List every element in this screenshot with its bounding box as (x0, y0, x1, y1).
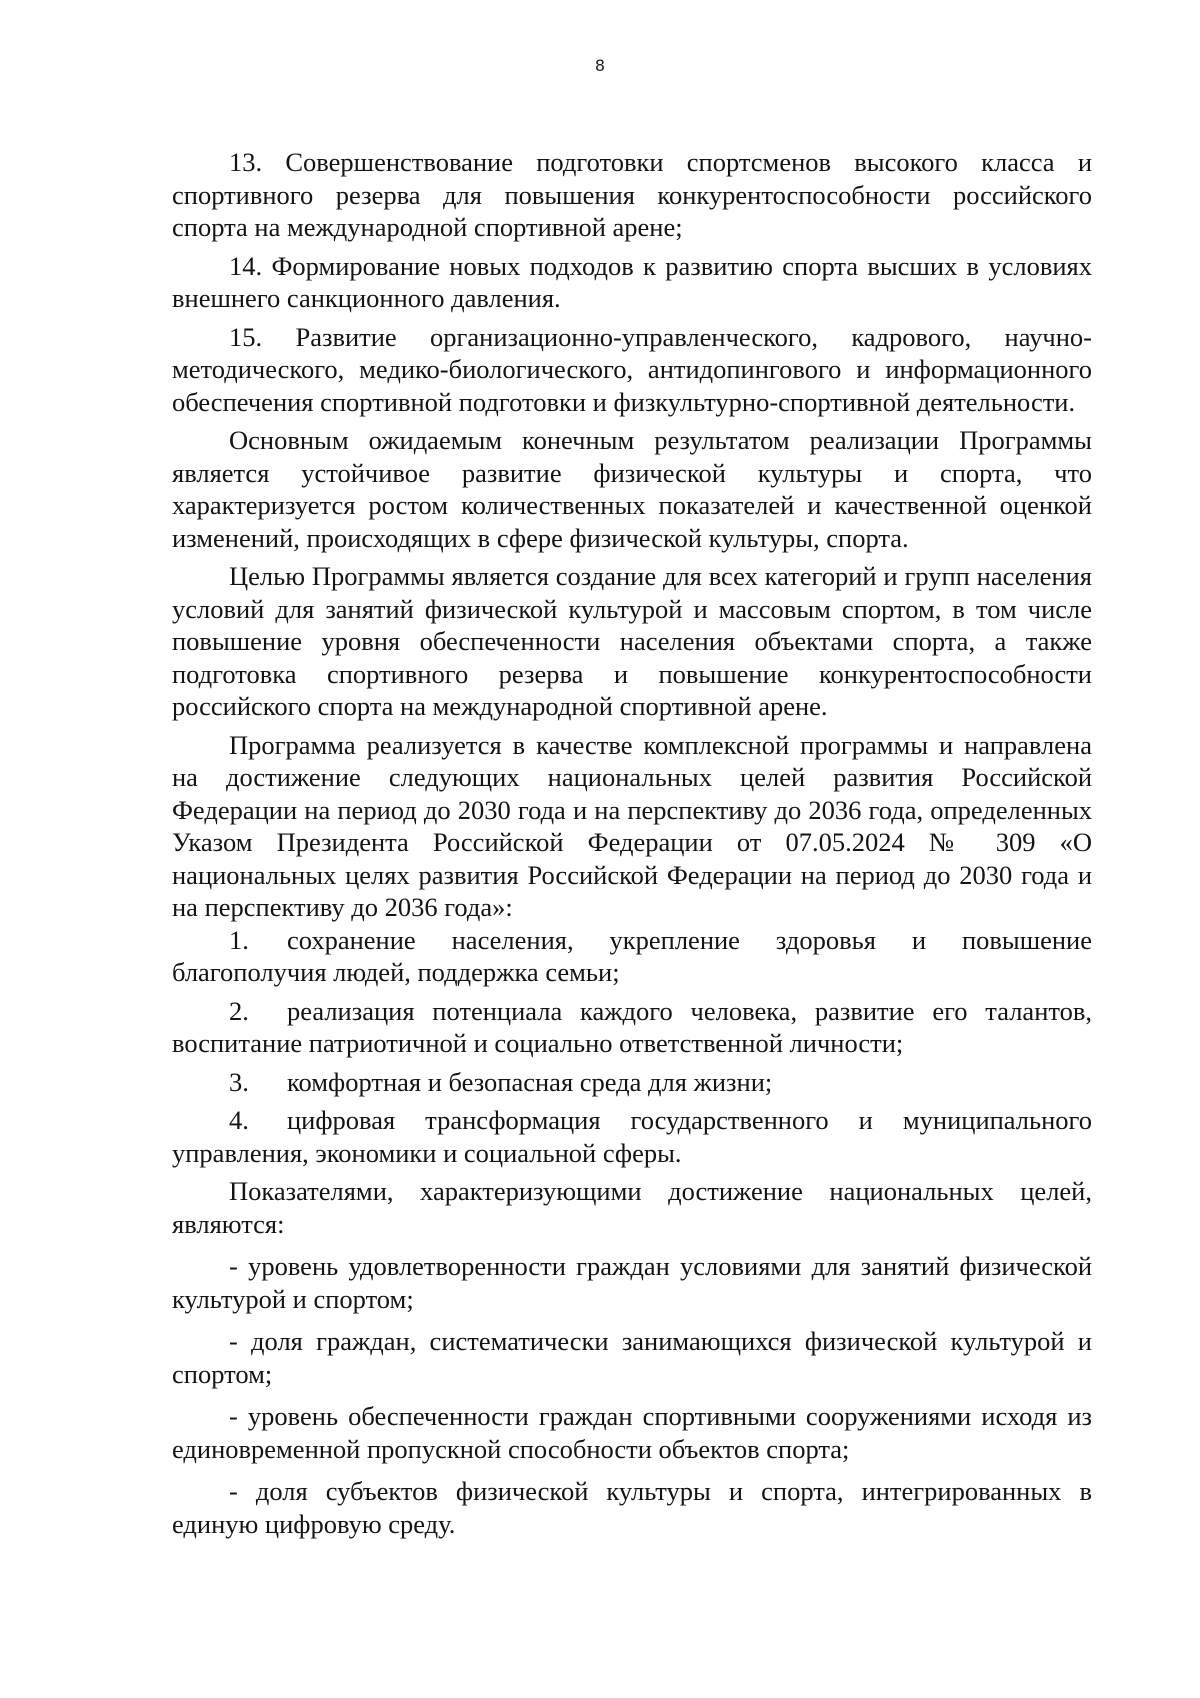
national-goal-text: реализация потенциала каждого человека, развитие его талантов, воспитание патриотичной и социально ответственной личности; (172, 995, 1092, 1058)
program-goal-paragraph: Целью Программы является создание для всех категорий и групп населения условий для занятий физической культурой и массовым спортом, в том числе повышение уровня обеспеченности населения объектами спорта, а также подготовка спортивного резерва и повышение конкурентоспособности российского спорта на международной спортивной арене. (172, 561, 1092, 721)
national-goal-item-2 (172, 995, 1092, 1060)
national-goal-item-1 (172, 924, 1092, 989)
national-goal-item-4 (172, 1104, 1092, 1169)
expected-result-paragraph: Основным ожидаемым конечным результатом реализации Программы является устойчивое развитие физической культуры и спорта, что характеризуется ростом количественных показателей и качественной оценкой изменений, происходящих в сфере физической культуры, спорта. (172, 425, 1092, 553)
task-item-14 (172, 250, 1092, 315)
national-goal-item-3 (172, 1066, 1092, 1099)
document-body (172, 146, 1092, 1540)
task-item-13 (172, 146, 1092, 244)
national-goal-text: сохранение населения, укрепление здоровья и повышение благополучия людей, поддержка семьи; (172, 924, 1092, 987)
page-number: 8 (594, 56, 606, 75)
national-goal-number: 1. (229, 924, 249, 955)
indicator-item-3: - уровень обеспеченности граждан спортивными сооружениями исходя из единовременной пропускной способности объектов спорта; (172, 1401, 1092, 1464)
indicator-item-2: - доля граждан, систематически занимающихся физической культурой и спортом; (172, 1326, 1092, 1389)
task-text: Развитие организационно-управленческого, кадрового, научно-методического, медико-биологического, антидопингового и информационного обеспечения спортивной подготовки и физкультурно-спортивной деятельности. (172, 321, 1092, 417)
indicator-item-1: - уровень удовлетворенности граждан условиями для занятий физической культурой и спортом; (172, 1251, 1092, 1314)
task-number: 14. (229, 250, 263, 281)
national-goal-number: 4. (229, 1105, 249, 1135)
national-goal-number: 3. (229, 1066, 249, 1097)
task-number: 15. (229, 321, 263, 352)
national-goal-number: 2. (229, 995, 249, 1026)
indicators-intro-paragraph: Показателями, характеризующими достижение национальных целей, являются: (172, 1176, 1092, 1239)
task-number: 13. (229, 147, 263, 177)
task-text: Формирование новых подходов к развитию спорта высших в условиях внешнего санкционного давления. (172, 250, 1092, 313)
task-item-15 (172, 321, 1092, 419)
task-text: Совершенствование подготовки спортсменов высокого класса и спортивного резерва для повышения конкурентоспособности российского спорта на международной спортивной арене; (172, 147, 1092, 242)
national-goal-text: комфортная и безопасная среда для жизни; (287, 1066, 773, 1097)
national-goals-intro-paragraph: Программа реализуется в качестве комплексной программы и направлена на достижение следующих национальных целей развития Российской Федерации на период до 2030 года и на перспективу до 2036 года, определенных Указом Президента Российской Федерации от 07.05.2024 № 309 «О национальных целях развития Российской Федерации на период до 2030 года и на перспективу до 2036 года»: (172, 729, 1092, 922)
indicator-item-4: - доля субъектов физической культуры и спорта, интегрированных в единую цифровую среду. (172, 1476, 1092, 1539)
national-goal-text: цифровая трансформация государственного и муниципального управления, экономики и социальной сферы. (172, 1105, 1092, 1168)
